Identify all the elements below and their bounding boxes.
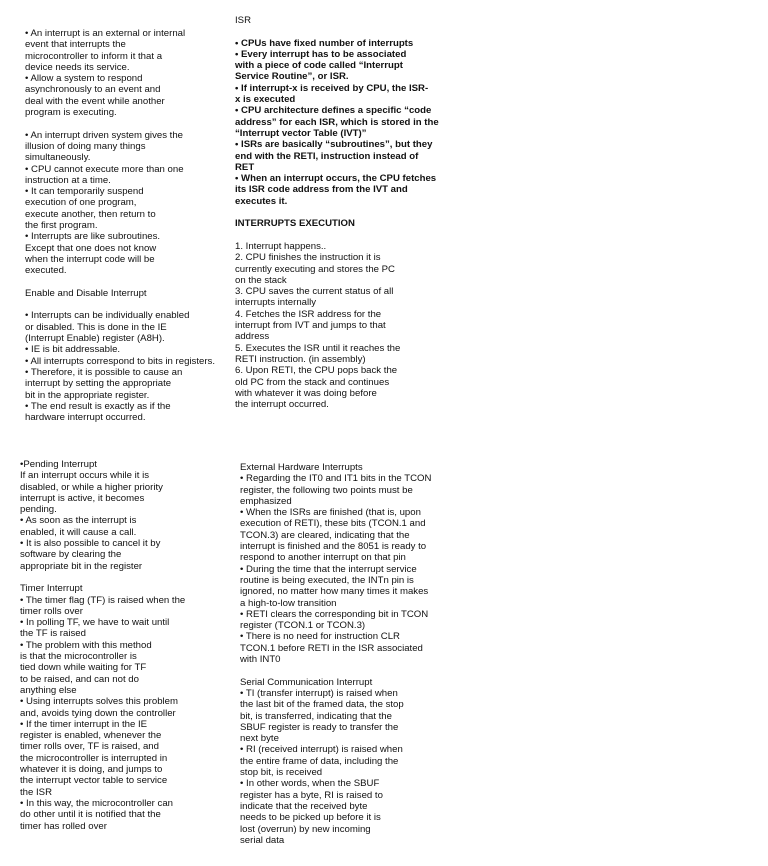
text-line: “Interrupt vector Table (IVT)”: [235, 127, 367, 139]
text-line: x is executed: [235, 94, 296, 106]
text-line: [25, 299, 225, 310]
text-line: microcontroller to inform it that a: [25, 50, 163, 62]
text-line: • When an interrupt occurs, the CPU fetches: [235, 173, 437, 185]
text-line: routine is being executed, the INTn pin is: [240, 574, 414, 586]
text-line: enabled, it will cause a call.: [20, 526, 137, 538]
text-line: SBUF register is ready to transfer the: [240, 721, 399, 733]
text-line: stop bit, is received: [240, 767, 323, 779]
text-line: 2. CPU finishes the instruction it is: [235, 252, 381, 264]
text-line: interrupt is active, it becomes: [20, 492, 145, 504]
text-line: address” for each ISR, which is stored in the: [235, 116, 439, 128]
text-line: • An interrupt driven system gives the: [25, 129, 183, 141]
interrupt-overview-notes: [25, 28, 225, 423]
text-line: • During the time that the interrupt service: [240, 563, 417, 575]
text-line: ignored, no matter how many times it makes: [240, 586, 429, 598]
text-line: execute another, then return to: [25, 208, 156, 220]
text-line: • The timer flag (TF) is raised when the: [20, 594, 186, 606]
text-line: respond to another interrupt on that pin: [240, 552, 406, 564]
text-line: program is executing.: [25, 107, 117, 119]
text-line: (Interrupt Enable) register (A8H).: [25, 333, 165, 345]
text-line: • As soon as the interrupt is: [20, 515, 137, 527]
text-line: • When the ISRs are finished (that is, upon: [240, 507, 421, 519]
text-line: execution of RETI), these bits (TCON.1 and: [240, 518, 426, 530]
text-line: the last bit of the framed data, the stop: [240, 699, 404, 711]
external-and-serial-interrupt-notes: [240, 462, 440, 846]
text-line: • An interrupt is an external or internal: [25, 28, 186, 39]
text-line: 5. Executes the ISR until it reaches the: [235, 342, 401, 354]
text-line: Service Routine”, or ISR.: [235, 71, 349, 83]
text-line: • CPUs have fixed number of interrupts: [235, 37, 414, 49]
text-line: [25, 118, 225, 129]
text-line: execution of one program,: [25, 197, 137, 209]
text-line: event that interrupts the: [25, 39, 126, 51]
text-line: [235, 26, 450, 37]
text-line: Timer Interrupt: [20, 583, 83, 595]
text-line: • The problem with this method: [20, 639, 152, 651]
text-line: • The end result is exactly as if the: [25, 400, 171, 412]
text-line: ISR: [235, 15, 251, 26]
text-line: interrupt from IVT and jumps to that: [235, 320, 386, 332]
text-line: a high-to-low transition: [240, 597, 337, 609]
text-line: lost (overrun) by new incoming: [240, 823, 371, 835]
text-line: External Hardware Interrupts: [240, 462, 363, 473]
text-line: with whatever it was doing before: [235, 387, 377, 399]
text-line: instruction at a time.: [25, 174, 111, 186]
isr-and-execution-notes: [235, 15, 450, 410]
text-line: If an interrupt occurs while it is: [20, 470, 150, 482]
text-line: asynchronously to an event and: [25, 84, 161, 96]
text-line: and, avoids tying down the controller: [20, 707, 176, 719]
text-line: register, the following two points must be: [240, 484, 413, 496]
text-line: hardware interrupt occurred.: [25, 412, 146, 424]
text-line: interrupt by setting the appropriate: [25, 378, 172, 390]
text-line: pending.: [20, 504, 57, 516]
text-line: executed.: [25, 265, 67, 277]
text-line: disabled, or while a higher priority: [20, 481, 163, 493]
text-line: indicate that the received byte: [240, 800, 368, 812]
text-line: do other until it is notified that the: [20, 809, 161, 821]
text-line: address: [235, 331, 270, 343]
text-line: its ISR code address from the IVT and: [235, 184, 408, 196]
text-line: • RETI clears the corresponding bit in TCON: [240, 608, 429, 620]
text-line: • In polling TF, we have to wait until: [20, 617, 170, 629]
text-line: serial data: [240, 834, 285, 846]
pending-and-timer-interrupt-notes: [20, 459, 225, 832]
text-line: • IE is bit addressable.: [25, 344, 121, 356]
text-line: INTERRUPTS EXECUTION: [235, 218, 355, 230]
text-line: • RI (received interrupt) is raised when: [240, 744, 403, 756]
text-line: the interrupt occurred.: [235, 399, 329, 411]
text-line: tied down while waiting for TF: [20, 662, 147, 674]
text-line: • If interrupt-x is received by CPU, the ISR-: [235, 82, 429, 94]
text-line: TCON.3) are cleared, indicating that the: [240, 529, 410, 541]
text-line: appropriate bit in the register: [20, 560, 143, 572]
text-line: TCON.1 before RETI in the ISR associated: [240, 642, 423, 654]
text-line: software by clearing the: [20, 549, 122, 561]
text-line: timer has rolled over: [20, 820, 107, 832]
text-line: [240, 665, 440, 676]
text-line: bit, is transferred, indicating that the: [240, 710, 392, 722]
text-line: • In this way, the microcontroller can: [20, 797, 174, 809]
text-line: simultaneously.: [25, 152, 91, 164]
text-line: timer rolls over, TF is raised, and: [20, 741, 159, 753]
text-line: needs to be picked up before it is: [240, 812, 381, 824]
text-line: emphasized: [240, 495, 292, 507]
text-line: 3. CPU saves the current status of all: [235, 286, 394, 298]
text-line: register (TCON.1 or TCON.3): [240, 620, 366, 632]
text-line: register has a byte, RI is raised to: [240, 789, 383, 801]
text-line: • All interrupts correspond to bits in registers.: [25, 355, 215, 367]
text-line: with INT0: [240, 654, 281, 666]
text-line: device needs its service.: [25, 61, 130, 73]
text-line: • TI (transfer interrupt) is raised when: [240, 687, 398, 699]
text-line: • CPU architecture defines a specific “code: [235, 105, 432, 117]
text-line: • Interrupts can be individually enabled: [25, 310, 190, 322]
text-line: interrupt is finished and the 8051 is ready to: [240, 541, 427, 553]
text-line: • In other words, when the SBUF: [240, 778, 380, 790]
text-line: [235, 207, 450, 218]
text-line: • Therefore, it is possible to cause an: [25, 366, 183, 378]
text-line: • CPU cannot execute more than one: [25, 163, 184, 175]
text-line: old PC from the stack and continues: [235, 376, 390, 388]
text-line: Except that one does not know: [25, 242, 157, 254]
text-line: interrupts internally: [235, 297, 317, 309]
text-line: the entire frame of data, including the: [240, 755, 399, 767]
text-line: RET: [235, 161, 255, 173]
text-line: is that the microcontroller is: [20, 651, 137, 663]
text-line: Enable and Disable Interrupt: [25, 287, 147, 299]
text-line: end with the RETI, instruction instead of: [235, 150, 419, 162]
text-line: [235, 230, 450, 241]
text-line: • If the timer interrupt in the IE: [20, 718, 148, 730]
text-line: deal with the event while another: [25, 95, 165, 107]
text-line: [20, 572, 225, 583]
text-line: • Allow a system to respond: [25, 73, 143, 85]
text-line: • Every interrupt has to be associated: [235, 48, 407, 60]
text-line: the ISR: [20, 786, 52, 798]
text-line: on the stack: [235, 274, 287, 286]
text-line: 6. Upon RETI, the CPU pops back the: [235, 365, 398, 377]
text-line: or disabled. This is done in the IE: [25, 321, 167, 333]
text-line: • It can temporarily suspend: [25, 186, 144, 198]
text-line: the interrupt vector table to service: [20, 775, 168, 787]
text-line: register is enabled, whenever the: [20, 730, 162, 742]
text-line: RETI instruction. (in assembly): [235, 353, 366, 365]
text-line: with a piece of code called “Interrupt: [235, 60, 403, 72]
text-line: Serial Communication Interrupt: [240, 676, 373, 688]
text-line: the TF is raised: [20, 628, 86, 640]
text-line: • It is also possible to cancel it by: [20, 538, 161, 550]
text-line: anything else: [20, 684, 77, 696]
text-line: • Regarding the IT0 and IT1 bits in the TCON: [240, 473, 432, 485]
text-line: 4. Fetches the ISR address for the: [235, 308, 382, 320]
text-line: illusion of doing many things: [25, 140, 146, 152]
text-line: whatever it is doing, and jumps to: [20, 764, 163, 776]
text-line: the first program.: [25, 220, 98, 232]
text-line: [25, 277, 225, 288]
text-line: to be raised, and can not do: [20, 673, 139, 685]
text-line: • ISRs are basically “subroutines”, but they: [235, 139, 433, 151]
text-line: • Using interrupts solves this problem: [20, 696, 178, 708]
text-line: 1. Interrupt happens..: [235, 240, 327, 252]
text-line: the microcontroller is interrupted in: [20, 752, 168, 764]
text-line: bit in the appropriate register.: [25, 389, 150, 401]
text-line: •Pending Interrupt: [20, 459, 97, 470]
text-line: executes it.: [235, 195, 288, 207]
text-line: currently executing and stores the PC: [235, 263, 395, 275]
text-line: • Interrupts are like subroutines.: [25, 231, 161, 243]
text-line: timer rolls over: [20, 605, 83, 617]
text-line: when the interrupt code will be: [25, 253, 155, 265]
text-line: next byte: [240, 733, 279, 745]
text-line: • There is no need for instruction CLR: [240, 631, 400, 643]
